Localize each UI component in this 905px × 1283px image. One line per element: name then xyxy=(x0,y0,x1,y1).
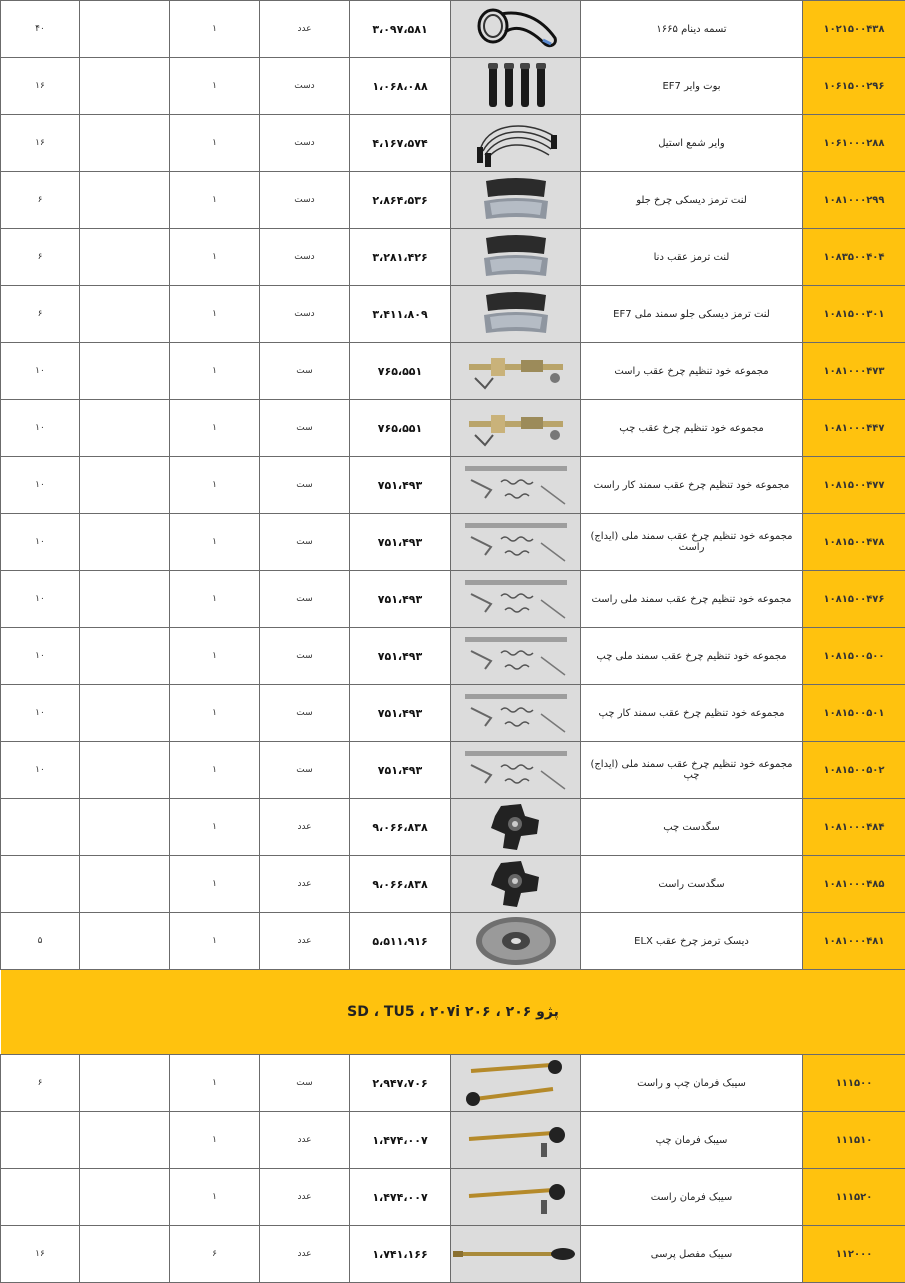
table-row xyxy=(1,685,905,742)
extra-cell: ۶ xyxy=(1,172,80,229)
price-cell: ۱،۷۴۱،۱۶۶ xyxy=(350,1226,451,1283)
extra-cell xyxy=(1,856,80,913)
unit-cell: ست xyxy=(260,343,350,400)
tie-rod-pair-icon xyxy=(451,1057,580,1109)
adjuster-icon xyxy=(451,348,580,394)
price-cell: ۷۵۱،۴۹۳ xyxy=(350,628,451,685)
part-code-cell: ۱۰۸۱۵۰۰۳۰۱ xyxy=(803,286,905,343)
stock-cell xyxy=(80,514,170,571)
table-row xyxy=(1,343,905,400)
stock-cell xyxy=(80,1169,170,1226)
image-cell xyxy=(451,172,581,229)
stock-cell xyxy=(80,742,170,799)
extra-cell: ۵ xyxy=(1,913,80,970)
part-name-cell: لنت ترمز دیسکی چرخ جلو xyxy=(581,172,803,229)
stock-cell xyxy=(80,400,170,457)
qty-cell: ۱ xyxy=(170,685,260,742)
part-name-cell: سگدست چپ xyxy=(581,799,803,856)
unit-cell: دست xyxy=(260,229,350,286)
price-cell: ۲،۸۶۴،۵۳۶ xyxy=(350,172,451,229)
extra-cell xyxy=(1,799,80,856)
brake-pad-icon xyxy=(451,232,580,282)
table-row xyxy=(1,1226,905,1283)
part-code-cell: ۱۰۸۱۵۰۰۴۷۷ xyxy=(803,457,905,514)
unit-cell: ست xyxy=(260,742,350,799)
price-cell: ۷۵۱،۴۹۳ xyxy=(350,685,451,742)
extra-cell: ۱۰ xyxy=(1,571,80,628)
stock-cell xyxy=(80,685,170,742)
unit-cell: دست xyxy=(260,58,350,115)
part-name-cell: مجموعه خود تنظیم چرخ عقب سمند ملی (ایداج) چپ xyxy=(581,742,803,799)
brake-disc-icon xyxy=(451,915,580,967)
qty-cell: ۶ xyxy=(170,1226,260,1283)
price-cell: ۱،۰۶۸،۰۸۸ xyxy=(350,58,451,115)
price-cell: ۷۶۵،۵۵۱ xyxy=(350,343,451,400)
qty-cell: ۱ xyxy=(170,286,260,343)
part-code-cell: ۱۰۸۱۵۰۰۴۷۸ xyxy=(803,514,905,571)
part-name-cell: سیبک فرمان چپ و راست xyxy=(581,1055,803,1112)
part-name-cell: سیبک مفصل پرسی xyxy=(581,1226,803,1283)
unit-cell: ست xyxy=(260,628,350,685)
table-row xyxy=(1,913,905,970)
image-cell xyxy=(451,685,581,742)
price-cell: ۲،۹۴۷،۷۰۶ xyxy=(350,1055,451,1112)
part-code-cell: ۱۰۸۱۰۰۰۴۴۷ xyxy=(803,400,905,457)
unit-cell: ست xyxy=(260,1055,350,1112)
price-cell: ۱،۴۷۴،۰۰۷ xyxy=(350,1169,451,1226)
part-name-cell: مجموعه خود تنظیم چرخ عقب سمند ملی راست xyxy=(581,571,803,628)
part-code-cell: ۱۰۸۳۵۰۰۴۰۴ xyxy=(803,229,905,286)
price-cell: ۷۵۱،۴۹۳ xyxy=(350,742,451,799)
qty-cell: ۱ xyxy=(170,172,260,229)
part-name-cell: تسمه دینام ۱۶۶۵ xyxy=(581,1,803,58)
stock-cell xyxy=(80,1112,170,1169)
stock-cell xyxy=(80,172,170,229)
image-cell xyxy=(451,1,581,58)
stock-cell xyxy=(80,1,170,58)
image-cell xyxy=(451,58,581,115)
extra-cell: ۱۰ xyxy=(1,685,80,742)
part-code-cell: ۱۰۸۱۰۰۰۲۹۹ xyxy=(803,172,905,229)
image-cell xyxy=(451,1169,581,1226)
table-row xyxy=(1,286,905,343)
price-cell: ۷۵۱،۴۹۳ xyxy=(350,571,451,628)
price-cell: ۳،۰۹۷،۵۸۱ xyxy=(350,1,451,58)
image-cell xyxy=(451,742,581,799)
part-name-cell: بوت وایر EF7 xyxy=(581,58,803,115)
table-row xyxy=(1,799,905,856)
table-row xyxy=(1,58,905,115)
image-cell xyxy=(451,1226,581,1283)
stock-cell xyxy=(80,1055,170,1112)
knuckle-icon xyxy=(451,857,580,911)
table-row xyxy=(1,571,905,628)
stock-cell xyxy=(80,799,170,856)
table-row xyxy=(1,229,905,286)
qty-cell: ۱ xyxy=(170,457,260,514)
extra-cell: ۶ xyxy=(1,229,80,286)
qty-cell: ۱ xyxy=(170,628,260,685)
qty-cell: ۱ xyxy=(170,1,260,58)
stock-cell xyxy=(80,628,170,685)
stock-cell xyxy=(80,343,170,400)
spring-kit-icon xyxy=(451,688,580,738)
extra-cell: ۱۰ xyxy=(1,457,80,514)
qty-cell: ۱ xyxy=(170,400,260,457)
part-code-cell: ۱۰۸۱۵۰۰۵۰۲ xyxy=(803,742,905,799)
part-code-cell: ۱۰۸۱۰۰۰۴۸۵ xyxy=(803,856,905,913)
qty-cell: ۱ xyxy=(170,1112,260,1169)
section-header-row xyxy=(1,970,905,1055)
price-cell: ۳،۲۸۱،۴۲۶ xyxy=(350,229,451,286)
qty-cell: ۱ xyxy=(170,115,260,172)
stock-cell xyxy=(80,229,170,286)
part-name-cell: مجموعه خود تنظیم چرخ عقب سمند ملی (ایداج) راست xyxy=(581,514,803,571)
part-name-cell: لنت ترمز دیسکی جلو سمند ملی EF7 xyxy=(581,286,803,343)
spark-wire-icon xyxy=(451,117,580,169)
qty-cell: ۱ xyxy=(170,343,260,400)
unit-cell: دست xyxy=(260,286,350,343)
price-cell: ۹،۰۶۶،۸۳۸ xyxy=(350,799,451,856)
stock-cell xyxy=(80,571,170,628)
part-code-cell: ۱۰۸۱۵۰۰۴۷۶ xyxy=(803,571,905,628)
adjuster-icon xyxy=(451,405,580,451)
qty-cell: ۱ xyxy=(170,799,260,856)
image-cell xyxy=(451,286,581,343)
part-name-cell: مجموعه خود تنظیم چرخ عقب چپ xyxy=(581,400,803,457)
qty-cell: ۱ xyxy=(170,514,260,571)
spring-kit-icon xyxy=(451,745,580,795)
table-row xyxy=(1,457,905,514)
image-cell xyxy=(451,799,581,856)
unit-cell: دست xyxy=(260,115,350,172)
part-code-cell: ۱۰۸۱۰۰۰۴۸۴ xyxy=(803,799,905,856)
unit-cell: عدد xyxy=(260,856,350,913)
stock-cell xyxy=(80,115,170,172)
part-code-cell: ۱۱۱۵۲۰ xyxy=(803,1169,905,1226)
table-row xyxy=(1,514,905,571)
price-cell: ۹،۰۶۶،۸۳۸ xyxy=(350,856,451,913)
belt-icon xyxy=(451,4,580,54)
qty-cell: ۱ xyxy=(170,229,260,286)
part-code-cell: ۱۰۶۱۵۰۰۲۹۶ xyxy=(803,58,905,115)
part-name-cell: مجموعه خود تنظیم چرخ عقب راست xyxy=(581,343,803,400)
extra-cell: ۱۶ xyxy=(1,58,80,115)
tie-rod-icon xyxy=(451,1115,580,1165)
image-cell xyxy=(451,343,581,400)
image-cell xyxy=(451,115,581,172)
price-cell: ۴،۱۶۷،۵۷۴ xyxy=(350,115,451,172)
part-name-cell: لنت ترمز عقب دنا xyxy=(581,229,803,286)
unit-cell: عدد xyxy=(260,1,350,58)
part-code-cell: ۱۰۸۱۰۰۰۴۷۳ xyxy=(803,343,905,400)
part-code-cell: ۱۱۱۵۰۰ xyxy=(803,1055,905,1112)
part-code-cell: ۱۰۲۱۵۰۰۴۳۸ xyxy=(803,1,905,58)
spring-kit-icon xyxy=(451,574,580,624)
extra-cell: ۱۶ xyxy=(1,1226,80,1283)
extra-cell xyxy=(1,1169,80,1226)
image-cell xyxy=(451,400,581,457)
part-name-cell: سیبک فرمان راست xyxy=(581,1169,803,1226)
image-cell xyxy=(451,1055,581,1112)
plug-boots-icon xyxy=(451,59,580,113)
qty-cell: ۱ xyxy=(170,913,260,970)
unit-cell: ست xyxy=(260,457,350,514)
stock-cell xyxy=(80,856,170,913)
part-name-cell: مجموعه خود تنظیم چرخ عقب سمند کار راست xyxy=(581,457,803,514)
table-row xyxy=(1,856,905,913)
price-cell: ۳،۴۱۱،۸۰۹ xyxy=(350,286,451,343)
brake-pad-icon xyxy=(451,289,580,339)
table-row xyxy=(1,628,905,685)
price-cell: ۷۵۱،۴۹۳ xyxy=(350,457,451,514)
brake-pad-icon xyxy=(451,175,580,225)
table-row xyxy=(1,742,905,799)
extra-cell: ۱۰ xyxy=(1,400,80,457)
part-name-cell: وایر شمع استیل xyxy=(581,115,803,172)
qty-cell: ۱ xyxy=(170,58,260,115)
image-cell xyxy=(451,571,581,628)
image-cell xyxy=(451,1112,581,1169)
part-code-cell: ۱۰۸۱۵۰۰۵۰۱ xyxy=(803,685,905,742)
part-code-cell: ۱۰۸۱۰۰۰۴۸۱ xyxy=(803,913,905,970)
part-name-cell: سیبک فرمان چپ xyxy=(581,1112,803,1169)
extra-cell: ۱۶ xyxy=(1,115,80,172)
part-name-cell: مجموعه خود تنظیم چرخ عقب سمند ملی چپ xyxy=(581,628,803,685)
extra-cell: ۱۰ xyxy=(1,514,80,571)
stock-cell xyxy=(80,58,170,115)
qty-cell: ۱ xyxy=(170,856,260,913)
unit-cell: ست xyxy=(260,571,350,628)
image-cell xyxy=(451,229,581,286)
price-cell: ۱،۴۷۴،۰۰۷ xyxy=(350,1112,451,1169)
part-name-cell: سگدست راست xyxy=(581,856,803,913)
price-cell: ۷۵۱،۴۹۳ xyxy=(350,514,451,571)
knuckle-icon xyxy=(451,800,580,854)
unit-cell: ست xyxy=(260,685,350,742)
section-title: پژو ۲۰۶ ، ۲۰۶ SD ، TU5 ، ۲۰۷i xyxy=(1,970,905,1055)
stock-cell xyxy=(80,1226,170,1283)
spring-kit-icon xyxy=(451,460,580,510)
part-code-cell: ۱۰۶۱۰۰۰۲۸۸ xyxy=(803,115,905,172)
spring-kit-icon xyxy=(451,517,580,567)
extra-cell: ۶ xyxy=(1,1055,80,1112)
part-name-cell: مجموعه خود تنظیم چرخ عقب سمند کار چپ xyxy=(581,685,803,742)
part-code-cell: ۱۱۱۵۱۰ xyxy=(803,1112,905,1169)
unit-cell: عدد xyxy=(260,913,350,970)
qty-cell: ۱ xyxy=(170,742,260,799)
image-cell xyxy=(451,457,581,514)
unit-cell: عدد xyxy=(260,1112,350,1169)
price-cell: ۷۶۵،۵۵۱ xyxy=(350,400,451,457)
image-cell xyxy=(451,913,581,970)
image-cell xyxy=(451,514,581,571)
extra-cell: ۴۰ xyxy=(1,1,80,58)
stock-cell xyxy=(80,913,170,970)
table-row xyxy=(1,1112,905,1169)
extra-cell: ۱۰ xyxy=(1,628,80,685)
image-cell xyxy=(451,628,581,685)
unit-cell: عدد xyxy=(260,1169,350,1226)
extra-cell: ۶ xyxy=(1,286,80,343)
unit-cell: ست xyxy=(260,514,350,571)
table-row xyxy=(1,1,905,58)
spring-kit-icon xyxy=(451,631,580,681)
stock-cell xyxy=(80,457,170,514)
part-name-cell: دیسک ترمز چرخ عقب ELX xyxy=(581,913,803,970)
table-row xyxy=(1,400,905,457)
stock-cell xyxy=(80,286,170,343)
table-row xyxy=(1,172,905,229)
qty-cell: ۱ xyxy=(170,1055,260,1112)
unit-cell: دست xyxy=(260,172,350,229)
inner-tie-rod-icon xyxy=(451,1239,580,1269)
price-cell: ۵،۵۱۱،۹۱۶ xyxy=(350,913,451,970)
extra-cell: ۱۰ xyxy=(1,343,80,400)
qty-cell: ۱ xyxy=(170,1169,260,1226)
table-row xyxy=(1,1055,905,1112)
image-cell xyxy=(451,856,581,913)
part-code-cell: ۱۱۲۰۰۰ xyxy=(803,1226,905,1283)
extra-cell: ۱۰ xyxy=(1,742,80,799)
part-code-cell: ۱۰۸۱۵۰۰۵۰۰ xyxy=(803,628,905,685)
unit-cell: عدد xyxy=(260,799,350,856)
unit-cell: عدد xyxy=(260,1226,350,1283)
table-row xyxy=(1,1169,905,1226)
qty-cell: ۱ xyxy=(170,571,260,628)
table-row xyxy=(1,115,905,172)
extra-cell xyxy=(1,1112,80,1169)
tie-rod-icon xyxy=(451,1172,580,1222)
unit-cell: ست xyxy=(260,400,350,457)
